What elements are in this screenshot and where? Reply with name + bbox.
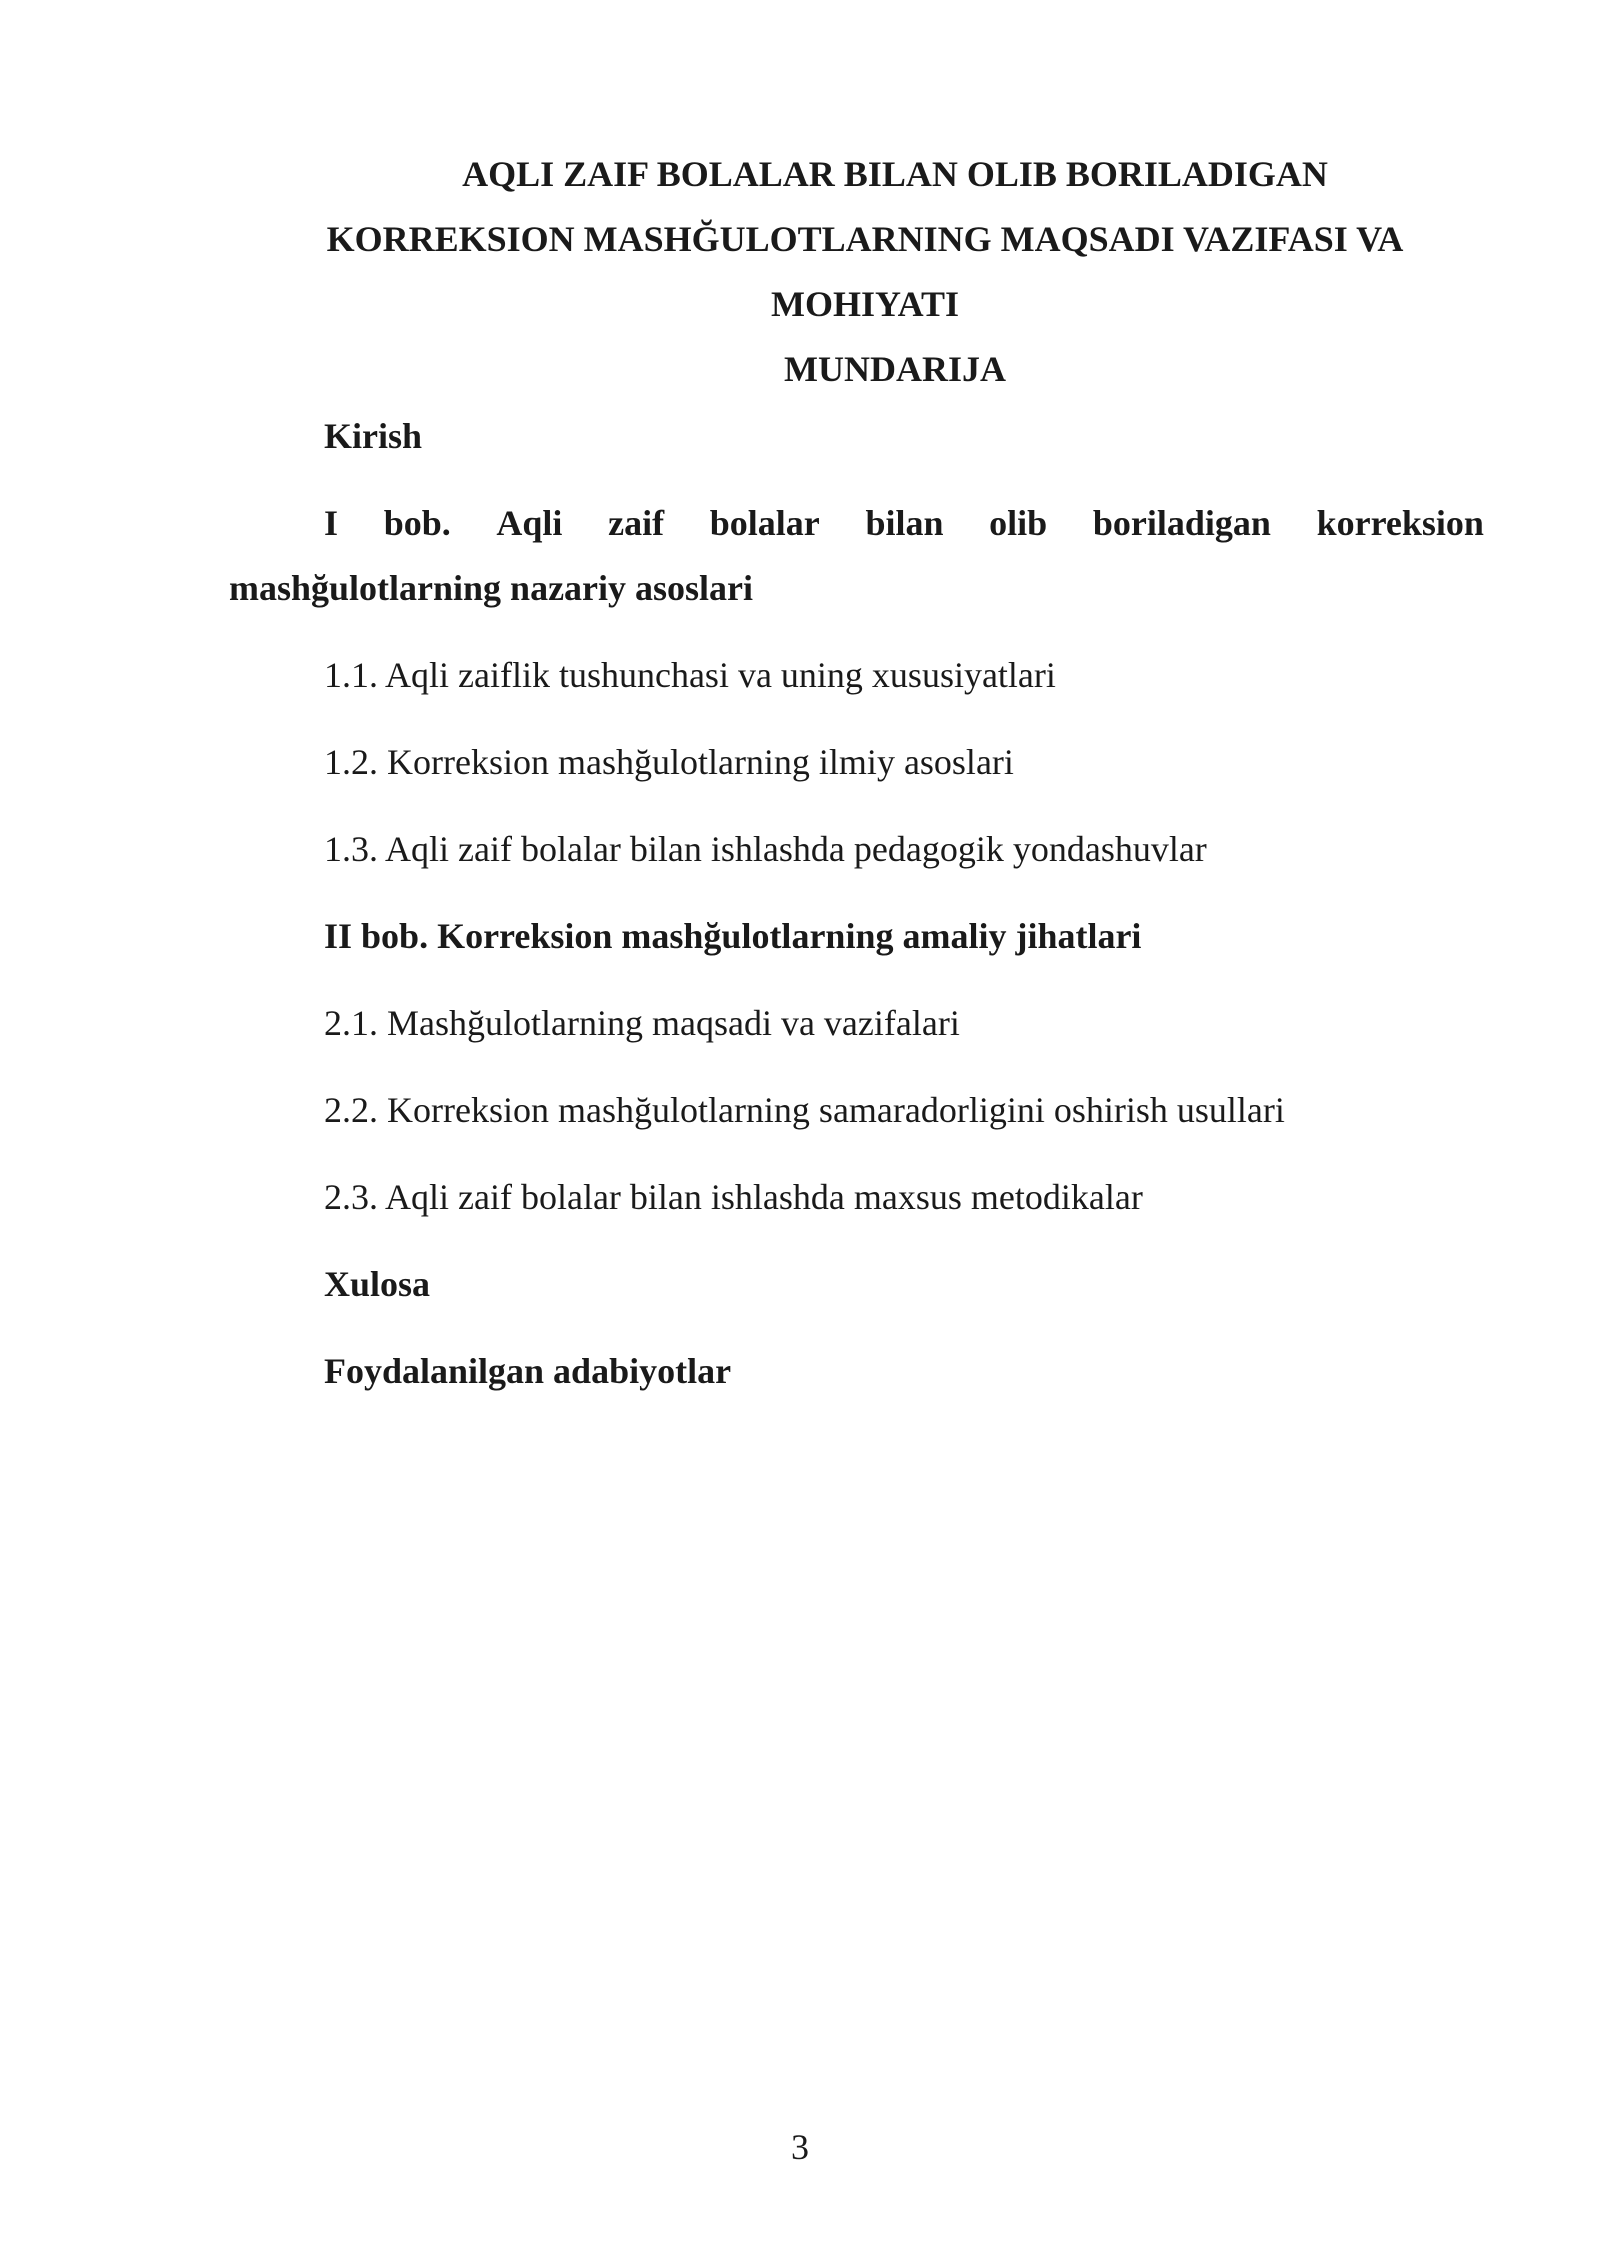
chapter-1-word: zaif: [608, 503, 665, 543]
page-number: 3: [791, 2127, 809, 2167]
toc-section-2-3: 2.3. Aqli zaif bolalar bilan ishlashda maxsus metodikalar: [324, 1177, 1143, 1217]
toc-item-references: Foydalanilgan adabiyotlar: [324, 1351, 732, 1391]
document-title-line-2: KORREKSION MASHĞULOTLARNING MAQSADI VAZIFASI VA: [326, 219, 1404, 259]
toc-chapter-2-title: II bob. Korreksion mashğulotlarning amaliy jihatlari: [324, 916, 1142, 956]
toc-section-1-3: 1.3. Aqli zaif bolalar bilan ishlashda pedagogik yondashuvlar: [324, 829, 1207, 869]
chapter-1-word: boriladigan: [1092, 503, 1271, 543]
toc-chapter-1-title: [324, 501, 1484, 545]
chapter-1-word: bilan: [865, 503, 944, 543]
chapter-1-word: bob.: [383, 503, 451, 543]
toc-section-2-1: 2.1. Mashğulotlarning maqsadi va vazifalari: [324, 1003, 960, 1043]
toc-item-conclusion: Xulosa: [324, 1264, 431, 1304]
chapter-1-word: Aqli: [496, 503, 563, 543]
toc-item-intro: Kirish: [324, 416, 423, 456]
chapter-1-word: olib: [989, 503, 1048, 543]
document-title-line-1: AQLI ZAIF BOLALAR BILAN OLIB BORILADIGAN: [462, 154, 1328, 194]
chapter-1-word: bolalar: [709, 503, 820, 543]
chapter-1-word: I: [324, 503, 339, 543]
toc-section-1-1: 1.1. Aqli zaiflik tushunchasi va uning xususiyatlari: [324, 655, 1056, 695]
toc-section-1-2: 1.2. Korreksion mashğulotlarning ilmiy asoslari: [324, 742, 1014, 782]
toc-heading: MUNDARIJA: [784, 349, 1006, 389]
toc-section-2-2: 2.2. Korreksion mashğulotlarning samaradorligini oshirish usullari: [324, 1090, 1285, 1130]
chapter-1-word: korreksion: [1316, 503, 1484, 543]
document-title-line-3: MOHIYATI: [770, 284, 960, 324]
toc-chapter-1-title-continued: mashğulotlarning nazariy asoslari: [229, 568, 754, 608]
